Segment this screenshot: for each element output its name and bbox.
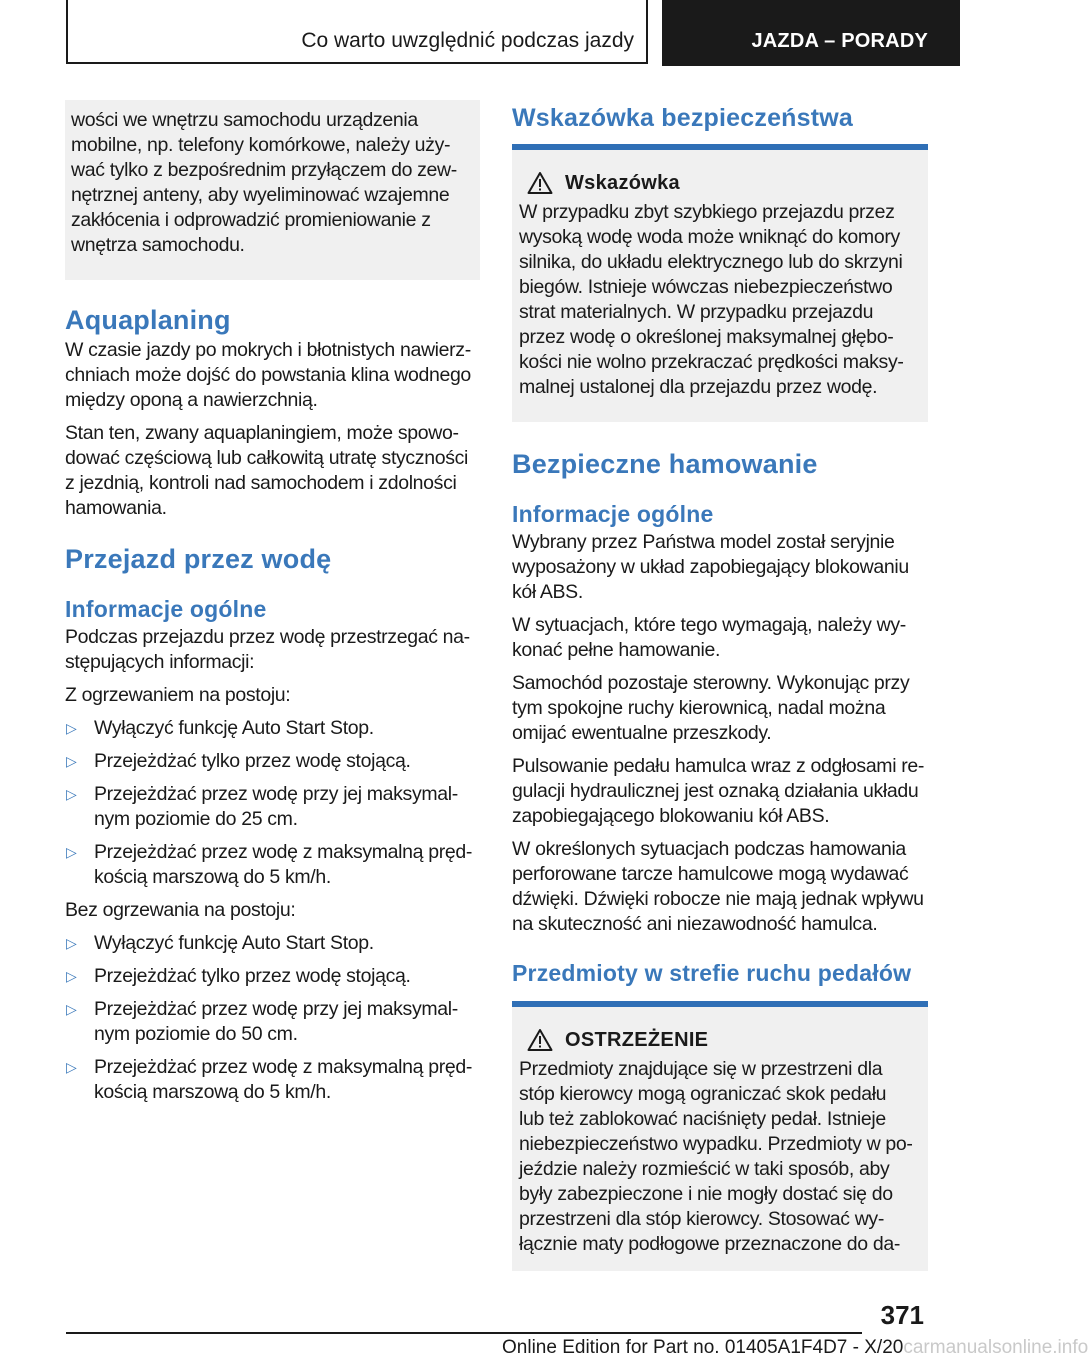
pedal-area-heading: Przedmioty w strefie ruchu pedałów — [512, 960, 912, 986]
aquaplaning-paragraph-1: W czasie jazdy po mokrych i błotnistych nawierz‐ chniach może dojść do powstania klina wodnego między oponą a nawierzchnią. — [65, 339, 471, 411]
list-item: ▷ Przejeżdżać przez wodę z maksymalną pręd‐ kością marszową do 5 km/h. — [66, 1056, 472, 1103]
bullet-triangle-icon: ▷ — [66, 753, 77, 769]
braking-heading: Bezpieczne hamowanie — [512, 449, 818, 479]
pedal-warning-header — [519, 1027, 920, 1053]
continued-note-box — [65, 100, 480, 280]
list-item: ▷ Przejeżdżać przez wodę z maksymalną pręd‐ kością marszową do 5 km/h. — [66, 841, 472, 888]
safety-heading: Wskazówka bezpieczeństwa — [512, 104, 854, 132]
page-number: 371 — [880, 1300, 924, 1330]
header-chapter-box — [662, 0, 960, 66]
safety-note-box — [512, 150, 928, 422]
list-item: ▷ Przejeżdżać tylko przez wodę stojącą. — [66, 965, 411, 987]
bullet-triangle-icon: ▷ — [66, 935, 77, 951]
braking-paragraph: W określonych sytuacjach podczas hamowania perforowane tarcze hamulcowe mogą wydawać dźwięki. Dźwięki robocze nie mają jednak wpływu na skuteczność ani niezawodność hamulca. — [512, 838, 924, 935]
safety-note-header — [519, 170, 920, 196]
braking-paragraph: Wybrany przez Państwa model został seryjnie wyposażony w układ zapobiegający blokowaniu kół ABS. — [512, 531, 909, 603]
header-section-box — [66, 0, 648, 64]
note-text: wości we wnętrzu samochodu urządzenia mobilne, np. telefony komórkowe, należy uży‐ wać tylko z bezpośrednim przyłączem do zew‐ nętrznej anteny, aby wyeliminować wzajemne zakłócenia i odprowadzić promieniowanie z wnętrza samochodu. — [71, 109, 457, 256]
footer-watermark[interactable]: carmanualsonline.info — [903, 1337, 1088, 1358]
water-intro: Podczas przejazdu przez wodę przestrzegać na‐ stępujących informacji: — [65, 626, 470, 673]
list-item: ▷ Wyłączyć funkcję Auto Start Stop. — [66, 932, 374, 954]
right-column — [512, 100, 928, 1271]
without-heating-list — [65, 931, 480, 1105]
list-item: ▷ Przejeżdżać przez wodę przy jej maksymal‐ nym poziomie do 25 cm. — [66, 783, 458, 830]
with-heating-label: Z ogrzewaniem na postoju: — [65, 684, 291, 706]
braking-paragraph: Pulsowanie pedału hamulca wraz z odgłosami re‐ gulacji hydraulicznej jest oznaką działania układu zapobiegającego blokowaniu kół ABS. — [512, 755, 925, 827]
footer-edition — [502, 1337, 1088, 1359]
header-section-title: Co warto uwzględnić podczas jazdy — [301, 29, 634, 52]
aquaplaning-paragraph-2: Stan ten, zwany aquaplaningiem, może spowo‐ dować częściową lub całkowitą utratę styczności z jezdnią, kontroli nad samochodem i zdolności hamowania. — [65, 422, 468, 519]
warning-triangle-icon — [527, 1028, 553, 1052]
bullet-triangle-icon: ▷ — [66, 720, 77, 736]
bullet-triangle-icon: ▷ — [66, 1059, 77, 1075]
left-column — [65, 100, 480, 1113]
safety-note-label: Wskazówka — [565, 171, 680, 194]
bullet-triangle-icon: ▷ — [66, 968, 77, 984]
braking-subheading: Informacje ogólne — [512, 501, 714, 527]
water-crossing-heading: Przejazd przez wodę — [65, 544, 332, 574]
footer-edition-text: Online Edition for Part no. 01405A1F4D7 - X/20 — [502, 1337, 904, 1358]
pedal-warning-text: Przedmioty znajdujące się w przestrzeni dla stóp kierowcy mogą ograniczać skok pedału lub też zablokować naciśnięty pedał. Istnieje niebezpieczeństwo wypadku. Przedmioty w po‐ jeździe należy rozmieścić w taki sposób, aby były zabezpieczone i nie mogły dostać się do przestrzeni dla stóp kierowcy. Stosować wy‐ łącznie maty podłogowe przeznaczone do da‐ — [519, 1058, 913, 1255]
footer-rule — [66, 1332, 862, 1334]
list-item: ▷ Przejeżdżać przez wodę przy jej maksymal‐ nym poziomie do 50 cm. — [66, 998, 458, 1045]
header-chapter-title: JAZDA – PORADY — [751, 30, 928, 52]
bullet-triangle-icon: ▷ — [66, 844, 77, 860]
pedal-warning-box — [512, 1007, 928, 1271]
with-heating-list — [65, 716, 480, 890]
safety-note-text: W przypadku zbyt szybkiego przejazdu przez wysoką wodę woda może wniknąć do komory silnika, do układu elektrycznego lub do skrzyni biegów. Istnieje wówczas niebezpieczeństwo strat materialnych. W przypadku przejazdu przez wodę o określonej maksymalnej głębo‐ kości nie wolno przekraczać prędkości maksy‐ malnej ustalonej dla przejazdu przez wodę. — [519, 201, 904, 398]
without-heating-label: Bez ogrzewania na postoju: — [65, 899, 296, 921]
warning-triangle-icon — [527, 171, 553, 195]
braking-paragraph: W sytuacjach, które tego wymagają, należy wy‐ konać pełne hamowanie. — [512, 614, 906, 661]
list-item: ▷ Przejeżdżać tylko przez wodę stojącą. — [66, 750, 411, 772]
list-item: ▷ Wyłączyć funkcję Auto Start Stop. — [66, 717, 374, 739]
pedal-warning-label: OSTRZEŻENIE — [565, 1028, 709, 1051]
braking-paragraph: Samochód pozostaje sterowny. Wykonując przy tym spokojne ruchy kierownicą, nadal można omijać ewentualne przeszkody. — [512, 672, 910, 744]
bullet-triangle-icon: ▷ — [66, 786, 77, 802]
aquaplaning-heading: Aquaplaning — [65, 305, 231, 335]
water-crossing-subheading: Informacje ogólne — [65, 596, 267, 622]
bullet-triangle-icon: ▷ — [66, 1001, 77, 1017]
